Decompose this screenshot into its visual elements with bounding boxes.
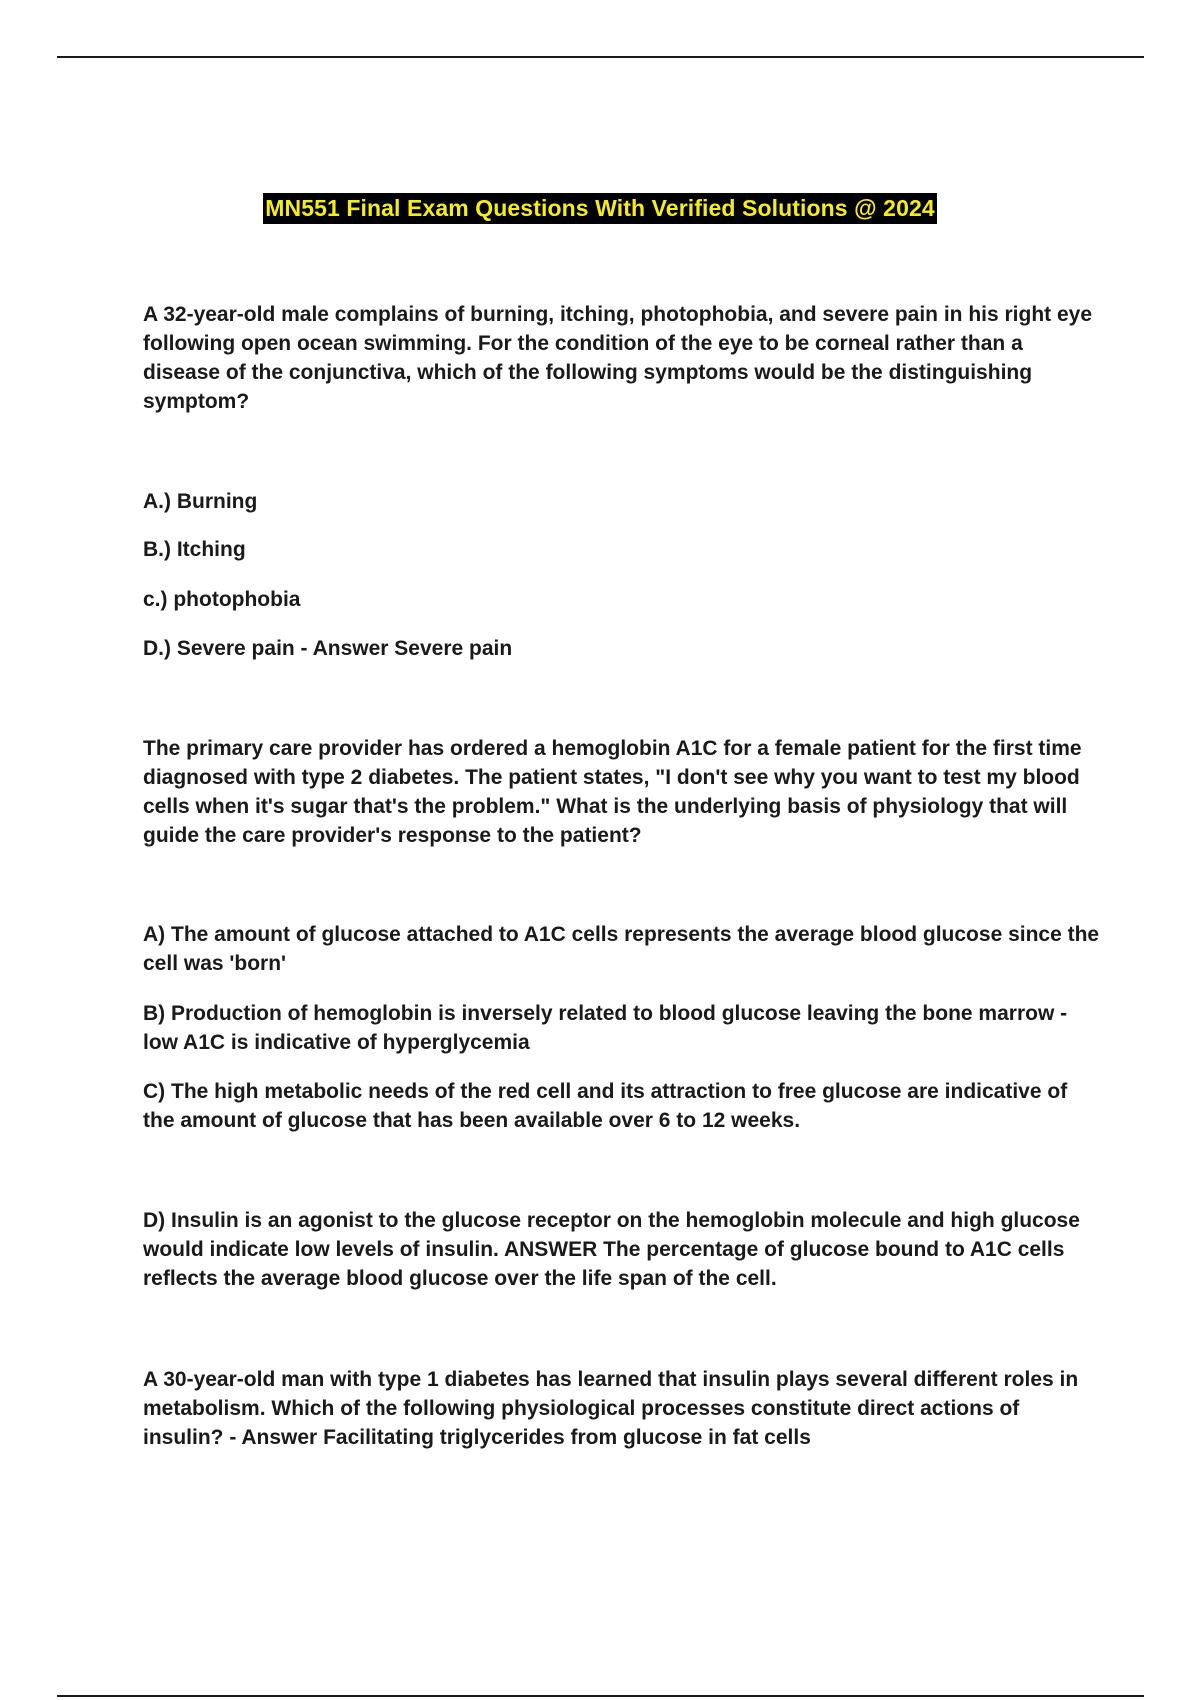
question-3-text-answer: A 30-year-old man with type 1 diabetes has learned that insulin plays several different roles in metabolism. Which of the following physiological processes constitute direct actions of insulin? - Answer Facilitating triglycerides from glucose in fat cells <box>143 1368 1079 1449</box>
top-rule <box>57 56 1144 58</box>
question-1-option-a: A.) Burning <box>143 490 258 513</box>
question-2-option-d-answer: D) Insulin is an agonist to the glucose receptor on the hemoglobin molecule and high glucose would indicate low levels of insulin. ANSWER The percentage of glucose bound to A1C cells reflects the average blood glucose over the life span of the cell. <box>143 1209 1080 1290</box>
question-2-text: The primary care provider has ordered a hemoglobin A1C for a female patient for the first time diagnosed with type 2 diabetes. The patient states, "I don't see why you want to test my blood cells when it's sugar that's the problem." What is the underlying basis of physiology that will guide the care provider's response to the patient? <box>143 737 1082 847</box>
title-container <box>0 193 1200 224</box>
document-title: MN551 Final Exam Questions With Verified Solutions @ 2024 <box>263 193 937 224</box>
question-1-option-b: B.) Itching <box>143 538 246 561</box>
question-2-option-c: C) The high metabolic needs of the red cell and its attraction to free glucose are indicative of the amount of glucose that has been available over 6 to 12 weeks. <box>143 1080 1068 1132</box>
question-1-text: A 32-year-old male complains of burning, itching, photophobia, and severe pain in his right eye following open ocean swimming. For the condition of the eye to be corneal rather than a disease of the conjunctiva, which of the following symptoms would be the distinguishing symptom? <box>143 303 1093 413</box>
question-1-option-c: c.) photophobia <box>143 588 301 611</box>
question-2-option-b: B) Production of hemoglobin is inversely related to blood glucose leaving the bone marrow - low A1C is indicative of hyperglycemia <box>143 1002 1068 1054</box>
question-2-option-a: A) The amount of glucose attached to A1C cells represents the average blood glucose since the cell was 'born' <box>143 923 1100 975</box>
bottom-rule <box>57 1695 1144 1697</box>
question-1-option-d-answer: D.) Severe pain - Answer Severe pain <box>143 637 513 660</box>
